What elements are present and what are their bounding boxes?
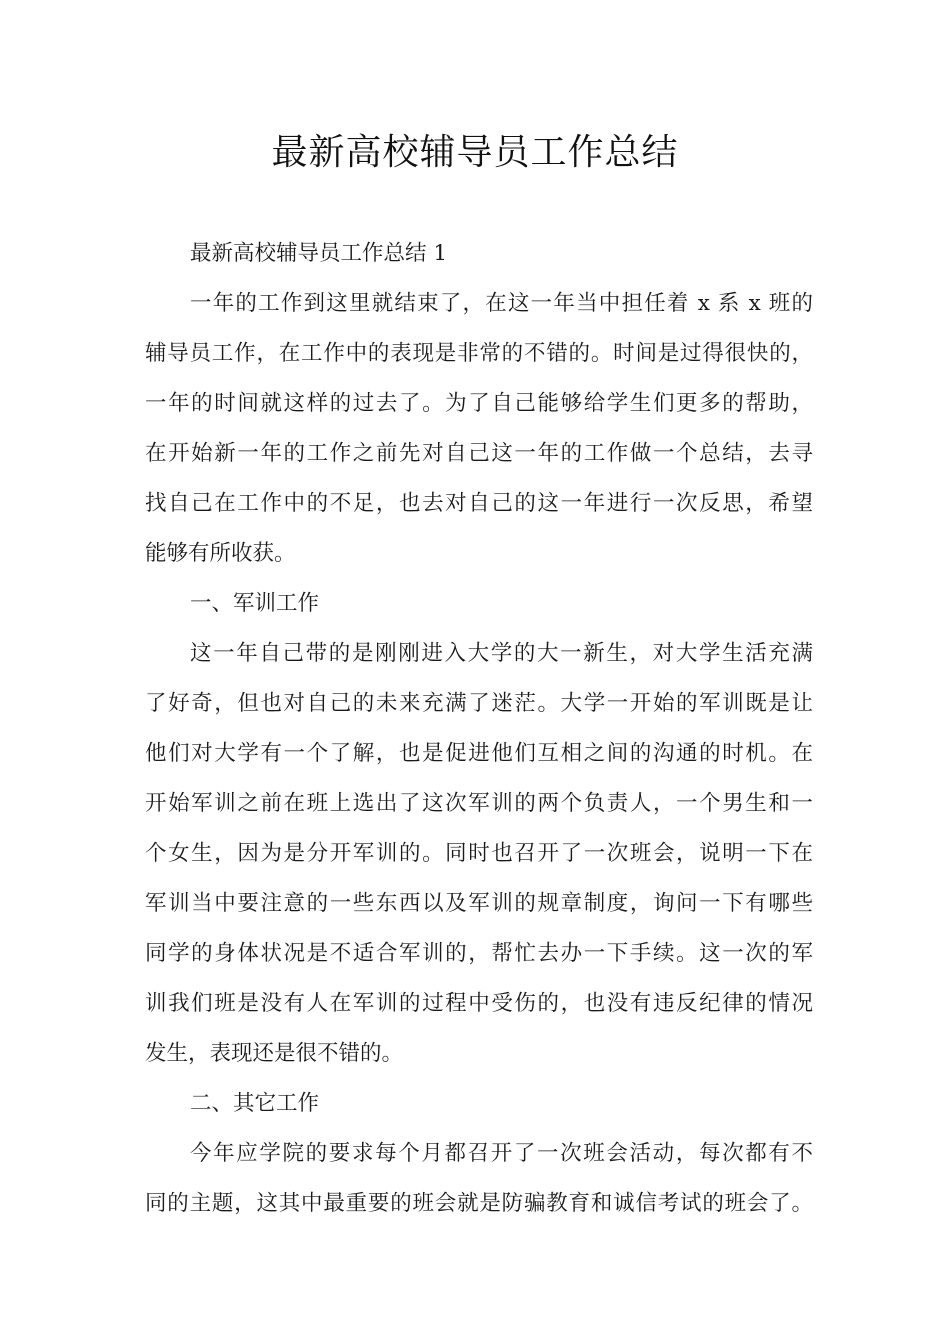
paragraph-line: 在开始新一年的工作之前先对自己这一年的工作做一个总结，去寻	[145, 441, 813, 466]
document-title: 最新高校辅导员工作总结	[271, 132, 679, 173]
document-body	[145, 236, 813, 1236]
paragraph-line: 能够有所收获。	[145, 541, 296, 566]
subtitle-line: 最新高校辅导员工作总结 1	[190, 241, 448, 266]
paragraph-line: 了好奇，但也对自己的未来充满了迷茫。大学一开始的军训既是让	[145, 691, 813, 716]
paragraph-line: 一年的工作到这里就结束了，在这一年当中担任着 x 系 x 班的	[190, 291, 813, 316]
paragraph-line: 他们对大学有一个了解，也是促进他们互相之间的沟通的时机。在	[145, 741, 813, 766]
paragraph-line: 辅导员工作，在工作中的表现是非常的不错的。时间是过得很快的，	[145, 341, 813, 366]
section-heading: 一、军训工作	[190, 591, 320, 616]
paragraph-line: 一年的时间就这样的过去了。为了自己能够给学生们更多的帮助，	[145, 391, 813, 416]
paragraph-line: 个女生，因为是分开军训的。同时也召开了一次班会，说明一下在	[145, 841, 813, 866]
paragraph-line: 发生，表现还是很不错的。	[145, 1041, 404, 1066]
section-heading: 二、其它工作	[190, 1091, 320, 1116]
paragraph-line: 这一年自己带的是刚刚进入大学的大一新生，对大学生活充满	[190, 641, 813, 666]
paragraph-line: 同学的身体状况是不适合军训的，帮忙去办一下手续。这一次的军	[145, 941, 813, 966]
paragraph-line: 军训当中要注意的一些东西以及军训的规章制度，询问一下有哪些	[145, 891, 813, 916]
paragraph-line: 训我们班是没有人在军训的过程中受伤的，也没有违反纪律的情况	[145, 991, 813, 1016]
paragraph-line: 开始军训之前在班上选出了这次军训的两个负责人，一个男生和一	[145, 791, 813, 816]
paragraph-line: 找自己在工作中的不足，也去对自己的这一年进行一次反思，希望	[145, 491, 813, 516]
paragraph-line: 今年应学院的要求每个月都召开了一次班会活动，每次都有不	[190, 1141, 813, 1166]
paragraph-line: 同的主题，这其中最重要的班会就是防骗教育和诚信考试的班会了。	[145, 1191, 813, 1216]
